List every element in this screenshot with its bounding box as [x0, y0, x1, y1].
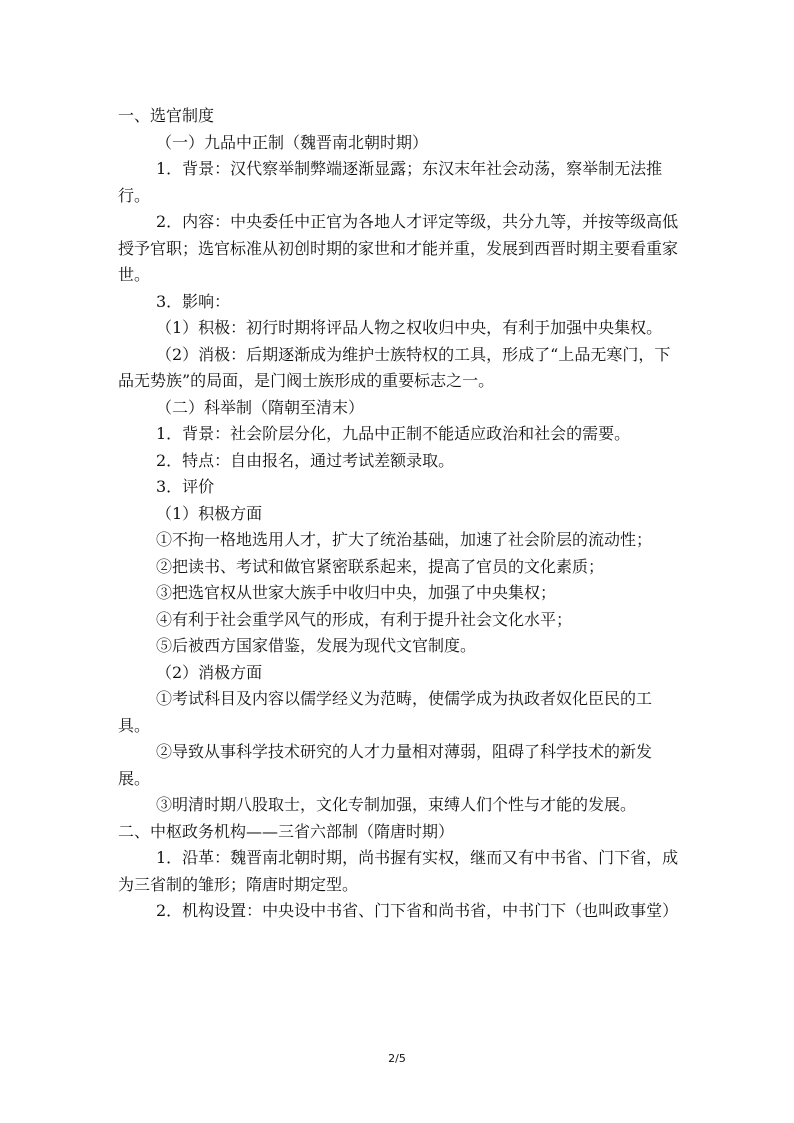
- paragraph: ③明清时期八股取士，文化专制加强，束缚人们个性与才能的发展。: [156, 795, 637, 814]
- paragraph: 1．背景：汉代察举制弊端逐渐显露；东汉末年社会动荡，察举制无法推行。: [118, 159, 663, 205]
- paragraph: 1．背景：社会阶层分化，九品中正制不能适应政治和社会的需要。: [156, 424, 631, 443]
- paragraph: （二）科举制（隋朝至清末）: [156, 397, 365, 417]
- paragraph: ②导致从事科学技术研究的人才力量相对薄弱，阻碍了科学技术的新发展。: [118, 742, 653, 788]
- paragraph: ④有利于社会重学风气的形成，有利于提升社会文化水平；: [156, 609, 573, 629]
- paragraph: ①不拘一格地选用人才，扩大了统治基础，加速了社会阶层的流动性；: [156, 530, 653, 549]
- paragraph: （2）消极方面: [156, 662, 263, 682]
- paragraph: 3．评价: [156, 477, 215, 496]
- paragraph: 2．特点：自由报名，通过考试差额录取。: [156, 450, 455, 470]
- paragraph: ②把读书、考试和做官紧密联系起来，提高了官员的文化素质；: [156, 556, 605, 576]
- paragraph: ①考试科目及内容以儒学经义为范畴，使儒学成为执政者奴化臣民的工具。: [118, 689, 653, 735]
- paragraph: （1）积极方面: [156, 503, 263, 523]
- paragraph: （1）积极：初行时期将评品人物之权收归中央，有利于加强中央集权。: [156, 318, 663, 337]
- paragraph: （2）消极：后期逐渐成为维护士族特权的工具，形成了“上品无寒门，下品无势族”的局面，是门阀士族形成的重要标志之一。: [118, 344, 671, 390]
- paragraph: ③把选官权从世家大族手中收归中央，加强了中央集权；: [156, 583, 557, 602]
- page-number: 2/5: [388, 1052, 406, 1065]
- paragraph: 3．影响：: [156, 291, 231, 311]
- section-heading: 二、中枢政务机构——三省六部制（隋唐时期）: [118, 821, 455, 841]
- paragraph: 2．机构设置：中央设中书省、门下省和尚书省，中书门下（也叫政事堂）: [156, 901, 679, 920]
- document-body: [118, 103, 683, 925]
- paragraph: 2．内容：中央委任中正官为各地人才评定等级，共分九等，并按等级高低授予官职；选官标准从初创时期的家世和才能并重，发展到西晋时期主要看重家世。: [118, 212, 679, 284]
- section-heading: 一、选官制度: [118, 106, 215, 125]
- paragraph: （一）九品中正制（魏晋南北朝时期）: [156, 132, 429, 152]
- paragraph: 1．沿革：魏晋南北朝时期，尚书握有实权，继而又有中书省、门下省，成为三省制的雏形；隋唐时期定型。: [118, 848, 679, 894]
- paragraph: ⑤后被西方国家借鉴，发展为现代文官制度。: [156, 636, 477, 655]
